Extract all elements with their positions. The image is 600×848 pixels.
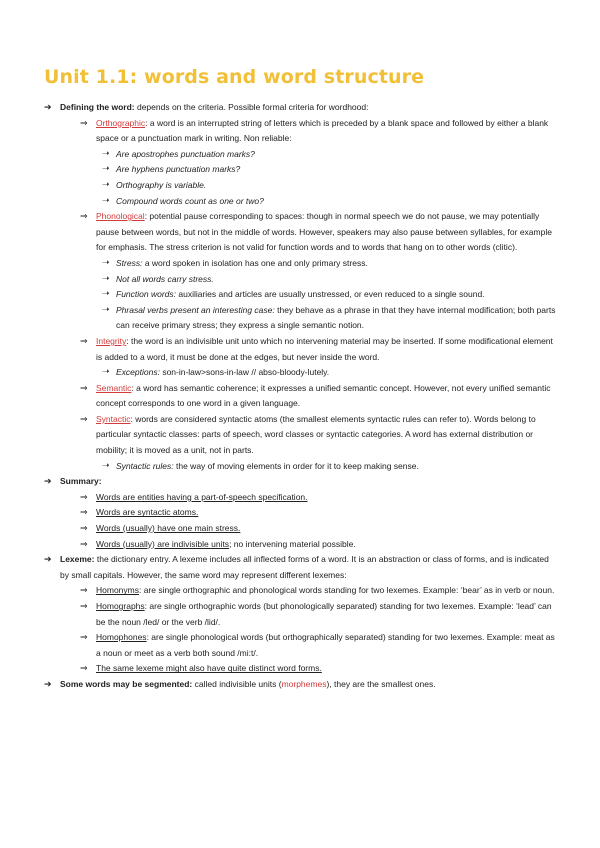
summary-list (60, 490, 560, 552)
list-item-defining (44, 100, 560, 474)
list-item-homographs: ⇒ Homographs: are single orthographic words (but phonologically separated) standing for two lexemes. Example: ‘lead’ can be the noun /led/ or the verb /lid/. (80, 601, 552, 627)
orthographic-sublist (96, 147, 560, 209)
orthographic-text: : a word is an interrupted string of letters which is preceded by a blank space and followed by either a blank space or a punctuation mark in writing. Non reliable: (96, 117, 549, 144)
small-arrow-bullet-icon: ➝ (102, 459, 110, 470)
list-item: ⇒ Words are syntactic atoms. (80, 505, 560, 521)
segmented-label: Some words may be segmented: (60, 678, 193, 689)
semantic-text: : a word has semantic coherence; it expresses a unified semantic concept. However, not every unified semantic concept corresponds to one word in a given language. (96, 382, 551, 409)
criteria-list (60, 116, 560, 475)
lexeme-text: the dictionary entry. A lexeme includes all inflected forms of a word. It is an abstraction or class of forms, and is indicated by small capitals. However, the same word may represent different lexemes: (60, 554, 549, 580)
lexeme-label: Lexeme: (60, 554, 95, 565)
double-arrow-bullet-icon: ⇒ (80, 211, 88, 222)
term-integrity: Integrity (96, 335, 127, 346)
list-item-phonological (80, 209, 560, 334)
term-phonological: Phonological (96, 211, 145, 222)
syntactic-text: : words are considered syntactic atoms (the smallest elements syntactic rules can refer to). Words belong to particular syntactic classes: parts of speech, word classes or syntactic categories. A word has external distribution or mobility; it is moved as a unit, not in parts. (96, 413, 536, 456)
defining-text: depends on the criteria. Possible formal criteria for wordhood: (134, 102, 369, 112)
small-arrow-bullet-icon: ➝ (102, 163, 110, 174)
list-item: ➝ Compound words count as one or two? (102, 194, 560, 210)
double-arrow-bullet-icon: ⇒ (80, 585, 88, 596)
small-arrow-bullet-icon: ➝ (102, 178, 110, 189)
list-item-homonyms: ⇒ Homonyms: are single orthographic and phonological words standing for two lexemes. Example: ‘bear’ as in verb or noun. (80, 583, 560, 599)
phonological-text: : potential pause corresponding to spaces: though in normal speech we do not pause, we may potentially pause between words, but not in the middle of words. However, speakers may also pause between syllables, for example for emphasis. The stress criterion is not valid for function words and to words that hang on to other words (clitic). (96, 211, 552, 253)
double-arrow-bullet-icon: ⇒ (80, 507, 88, 518)
small-arrow-bullet-icon: ➝ (102, 256, 110, 267)
list-item: ⇒ Words (usually) are indivisible units; no intervening material possible. (80, 537, 560, 553)
list-item: ➝ Exceptions: son-in-law>sons-in-law // abso-bloody-lutely. (102, 365, 560, 381)
list-item-homophones: ⇒ Homophones: are single phonological words (but orthographically separated) standing for two lexemes. Example: meat as a noun or meet as a verb both sound /mi:t/. (80, 632, 555, 658)
double-arrow-bullet-icon: ⇒ (80, 491, 88, 502)
arrow-bullet-icon: ➔ (44, 554, 52, 565)
term-semantic: Semantic (96, 382, 132, 393)
small-arrow-bullet-icon: ➝ (102, 366, 110, 377)
small-arrow-bullet-icon: ➝ (102, 303, 110, 314)
list-item: ⇒ Words are entities having a part-of-speech specification. (80, 490, 560, 506)
integrity-text: : the word is an indivisible unit unto which no intervening material may be inserted. If some modificational element is added to a word, it must be done at the edges, but never inside the word. (96, 335, 553, 362)
double-arrow-bullet-icon: ⇒ (80, 601, 88, 611)
list-item: ➝ Not all words carry stress. (102, 272, 560, 288)
list-item-segmented: ➔ Some words may be segmented: called indivisible units (morphemes), they are the smallest ones. (44, 677, 560, 693)
small-arrow-bullet-icon: ➝ (102, 194, 110, 205)
list-item: ➝ Orthography is variable. (102, 178, 560, 194)
list-item: ➝ Are apostrophes punctuation marks? (102, 147, 560, 163)
double-arrow-bullet-icon: ⇒ (80, 413, 88, 424)
integrity-sublist (96, 365, 560, 381)
list-item-integrity (80, 334, 560, 381)
summary-label: Summary: (60, 476, 102, 487)
double-arrow-bullet-icon: ⇒ (80, 538, 88, 549)
term-syntactic: Syntactic (96, 413, 131, 424)
list-item: ➝ Phrasal verbs present an interesting case: they behave as a phrase in that they have internal modification; both parts can receive primary stress; they express a single semantic notion. (102, 303, 556, 331)
arrow-bullet-icon: ➔ (44, 678, 52, 689)
list-item: ➝ Syntactic rules: the way of moving elements in order for it to keep making sense. (102, 459, 560, 475)
list-item-syntactic (80, 412, 560, 474)
list-item: ➝ Stress: a word spoken in isolation has one and only primary stress. (102, 256, 560, 272)
arrow-bullet-icon: ➔ (44, 476, 52, 487)
lexeme-list (60, 583, 560, 677)
double-arrow-bullet-icon: ⇒ (80, 382, 88, 393)
term-morphemes: morphemes (281, 678, 327, 689)
list-item-summary (44, 474, 560, 552)
list-item-lexeme (44, 552, 560, 677)
double-arrow-bullet-icon: ⇒ (80, 663, 88, 674)
double-arrow-bullet-icon: ⇒ (80, 632, 88, 643)
small-arrow-bullet-icon: ➝ (102, 288, 110, 299)
arrow-bullet-icon: ➔ (44, 102, 52, 112)
small-arrow-bullet-icon: ➝ (102, 147, 110, 158)
small-arrow-bullet-icon: ➝ (102, 272, 110, 283)
defining-label: Defining the word: (60, 102, 135, 112)
double-arrow-bullet-icon: ⇒ (80, 117, 88, 128)
term-orthographic: Orthographic (96, 117, 146, 128)
phonological-sublist (96, 256, 560, 334)
double-arrow-bullet-icon: ⇒ (80, 335, 88, 346)
list-item-orthographic (80, 116, 560, 210)
list-item: ➝ Function words: auxiliaries and articles are usually unstressed, or even reduced to a single sound. (102, 287, 560, 303)
list-item-semantic (80, 381, 560, 412)
outline (44, 100, 560, 693)
page-title: Unit 1.1: words and word structure (44, 66, 425, 88)
syntactic-sublist (96, 459, 560, 475)
list-item-same-lexeme: ⇒ The same lexeme might also have quite distinct word forms. (80, 661, 560, 677)
list-item: ⇒ Words (usually) have one main stress. (80, 521, 560, 537)
double-arrow-bullet-icon: ⇒ (80, 523, 88, 534)
list-item: ➝ Are hyphens punctuation marks? (102, 162, 560, 178)
